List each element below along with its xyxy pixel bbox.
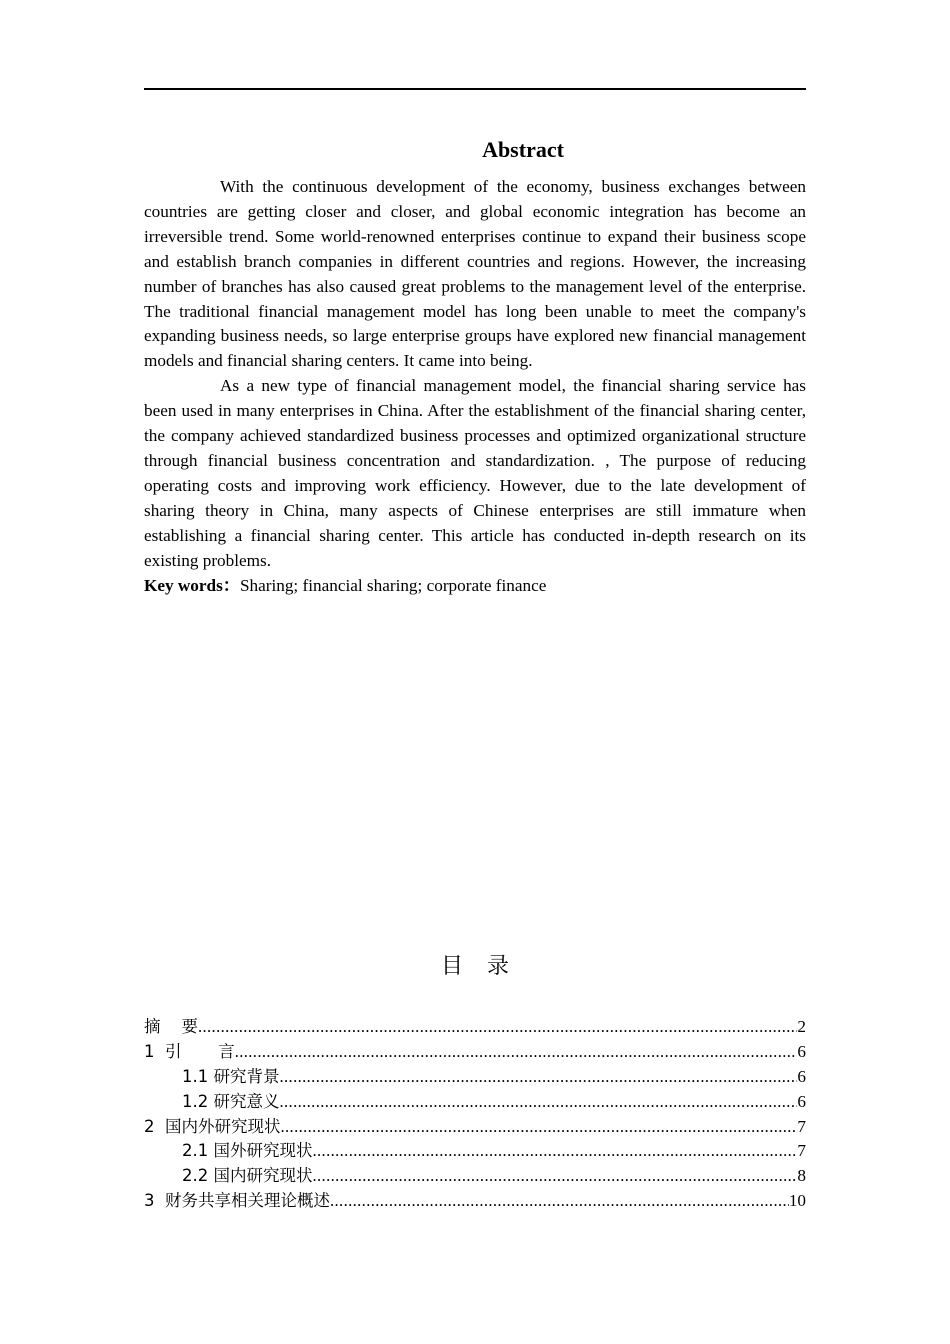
keywords-line [144, 574, 806, 599]
toc-dot-leader [280, 1090, 798, 1115]
toc-entry[interactable] [144, 1090, 806, 1115]
abstract-paragraph: As a new type of financial management model, the financial sharing service has been used in many enterprises in China. After the establishment of the financial sharing center, the company achieved standardized business processes and optimized organizational structure through financial business concentration and standardization. , The purpose of reducing operating costs and improving work efficiency. However, due to the late development of sharing theory in China, many aspects of Chinese enterprises are still immature when establishing a financial sharing center. This article has conducted in-depth research on its existing problems. [144, 376, 806, 570]
toc-dot-leader [235, 1040, 798, 1065]
toc-entry[interactable] [144, 1115, 806, 1140]
toc-entry-label: 1.2 研究意义 [182, 1091, 280, 1111]
toc-entry-page: 6 [797, 1041, 806, 1061]
abstract-paragraph: With the continuous development of the economy, business exchanges between countries are getting closer and closer, and global economic integration has become an irreversible trend. Some world-renowned enterprises continue to expand their business scope and establish branch companies in different countries and regions. However, the increasing number of branches has also caused great problems to the management level of the enterprise. The traditional financial management model has long been unable to meet the company's expanding business needs, so large enterprise groups have explored new financial management models and financial sharing centers. It came into being. [144, 177, 806, 371]
toc-entry-label: 3 财务共享相关理论概述 [144, 1191, 330, 1211]
toc-entry[interactable] [144, 1139, 806, 1164]
toc-entry-page: 6 [797, 1091, 806, 1111]
toc-entry[interactable] [144, 1164, 806, 1189]
keywords-text: Sharing; financial sharing; corporate finance [239, 575, 547, 595]
toc-entry[interactable] [144, 1065, 806, 1090]
abstract-body [144, 175, 806, 598]
toc-dot-leader [313, 1164, 798, 1189]
toc-entry-page: 6 [797, 1066, 806, 1086]
toc-entry-page: 7 [797, 1116, 806, 1136]
toc-entry-label: 2.1 国外研究现状 [182, 1141, 313, 1161]
toc-entry-page: 8 [797, 1166, 806, 1186]
toc-entry-page: 7 [797, 1141, 806, 1161]
toc-dot-leader [280, 1065, 798, 1090]
abstract-title: Abstract [482, 137, 564, 162]
toc-entry-page: 2 [797, 1017, 806, 1036]
toc-entry-label: 2.2 国内研究现状 [182, 1166, 313, 1186]
header-rule [144, 88, 806, 90]
table-of-contents [144, 1015, 806, 1214]
toc-entry-label: 1.1 研究背景 [182, 1066, 280, 1086]
toc-dot-leader [198, 1015, 797, 1040]
toc-dot-leader [313, 1139, 798, 1164]
toc-entry[interactable] [144, 1040, 806, 1065]
toc-entry-label: 摘 要 [144, 1017, 198, 1036]
toc-dot-leader [330, 1189, 789, 1214]
keywords-label: Key words： [144, 575, 240, 595]
toc-entry-label: 2 国内外研究现状 [144, 1116, 281, 1136]
toc-entry[interactable] [144, 1189, 806, 1214]
toc-dot-leader [281, 1115, 798, 1140]
toc-title: 目录 [440, 954, 533, 979]
toc-entry-label: 1 引 言 [144, 1041, 235, 1061]
toc-entry[interactable] [144, 1015, 806, 1040]
toc-entry-page: 10 [788, 1191, 806, 1211]
